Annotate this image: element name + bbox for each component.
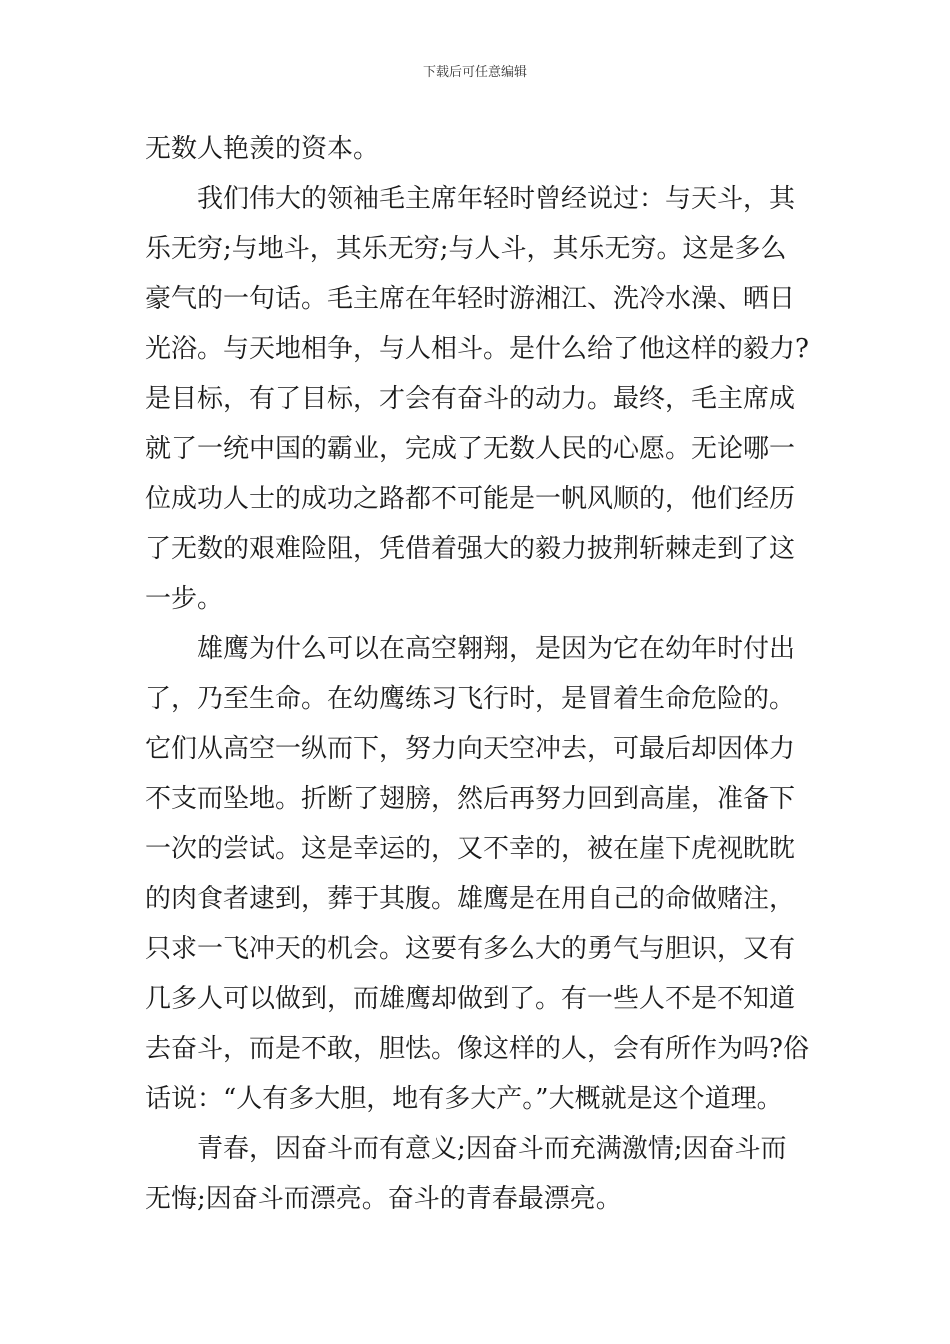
text-line: 乐无穷;与地斗，其乐无穷;与人斗，其乐无穷。这是多么 <box>145 234 787 264</box>
text-line: 豪气的一句话。毛主席在年轻时游湘江、洗冷水澡、晒日 <box>145 284 796 314</box>
text-line: 它们从高空一纵而下，努力向天空冲去，可最后却因体力 <box>145 734 796 764</box>
text-line: 了无数的艰难险阻，凭借着强大的毅力披荆斩棘走到了这 <box>145 534 796 564</box>
text-line: 不支而坠地。折断了翅膀，然后再努力回到高崖，准备下 <box>145 784 796 814</box>
page-header: 下载后可任意编辑 <box>422 65 527 80</box>
text-line: 就了一统中国的霸业，完成了无数人民的心愿。无论哪一 <box>145 434 796 464</box>
text-line: 话说：“人有多大胆，地有多大产。”大概就是这个道理。 <box>145 1084 783 1114</box>
text-line: 只求一飞冲天的机会。这要有多么大的勇气与胆识，又有 <box>145 934 796 964</box>
text-line: 的肉食者逮到，葬于其腹。雄鹰是在用自己的命做赌注， <box>145 884 796 914</box>
text-line: 一步。 <box>145 584 224 614</box>
paragraph-start-line: 雄鹰为什么可以在高空翱翔，是因为它在幼年时付出 <box>197 634 796 664</box>
text-line: 去奋斗，而是不敢，胆怯。像这样的人，会有所作为吗?俗 <box>145 1034 809 1064</box>
paragraph-start-line: 青春，因奋斗而有意义;因奋斗而充满激情;因奋斗而 <box>197 1134 787 1164</box>
document-body <box>145 124 810 1224</box>
paragraph-start-line: 我们伟大的领袖毛主席年轻时曾经说过：与天斗，其 <box>197 184 796 214</box>
text-line: 是目标，有了目标，才会有奋斗的动力。最终，毛主席成 <box>145 384 796 414</box>
text-line: 了，乃至生命。在幼鹰练习飞行时，是冒着生命危险的。 <box>145 684 796 714</box>
text-line: 光浴。与天地相争，与人相斗。是什么给了他这样的毅力? <box>145 334 809 364</box>
text-line: 几多人可以做到，而雄鹰却做到了。有一些人不是不知道 <box>145 984 796 1014</box>
text-line: 一次的尝试。这是幸运的，又不幸的，被在崖下虎视眈眈 <box>145 834 796 864</box>
text-line: 无数人艳羡的资本。 <box>145 134 380 164</box>
text-line: 位成功人士的成功之路都不可能是一帆风顺的，他们经历 <box>145 484 796 514</box>
text-line: 无悔;因奋斗而漂亮。奋斗的青春最漂亮。 <box>145 1184 622 1214</box>
